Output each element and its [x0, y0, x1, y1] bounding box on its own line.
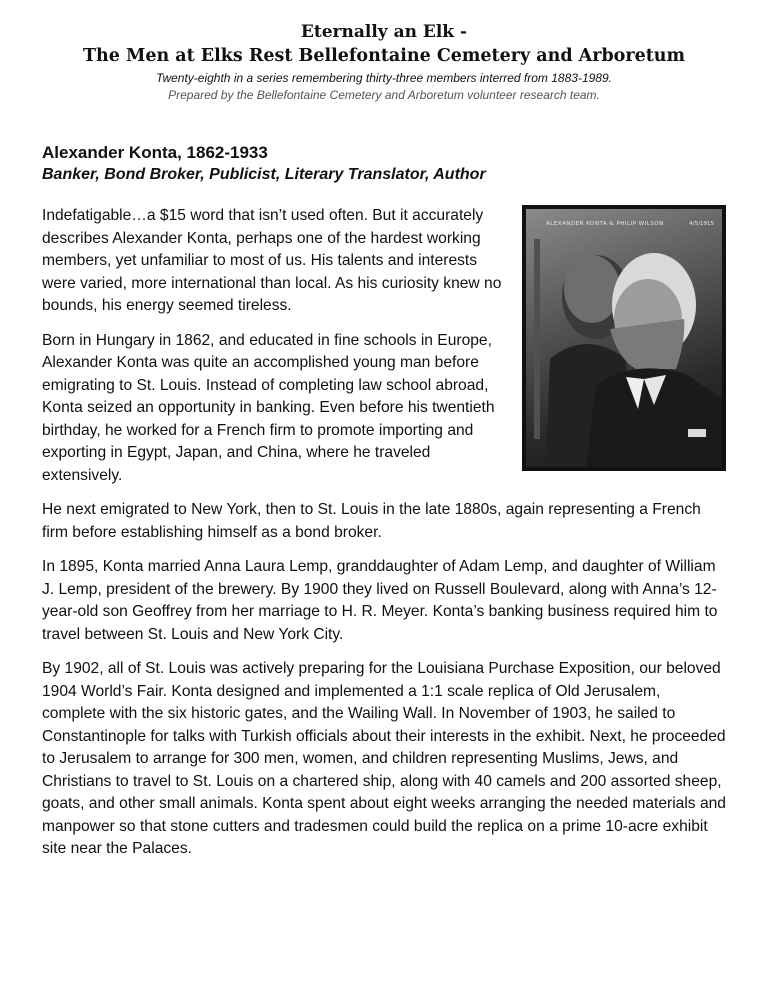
- portrait-photo: [522, 205, 726, 471]
- page-header: [40, 20, 728, 104]
- subject-roles: Banker, Bond Broker, Publicist, Literary Translator, Author: [42, 166, 486, 183]
- paragraph-5: By 1902, all of St. Louis was actively preparing for the Louisiana Purchase Exposition, our beloved 1904 World’s Fair. Konta designed and implemented a 1:1 scale replica of Old Jerusalem, complete with the six historic gates, and the Wailing Wall. In November of 1903, he sailed to Constantinople for talks with Turkish officials about their interests in the exhibit. Next, he proceeded to Jerusalem to arrange for 300 men, women, and children representing Muslims, Jews, and Christians to travel to St. Louis on a chartered ship, along with 40 camels and 200 assorted sheep, goats, and other small animals. Konta spent about eight weeks arranging the needed materials and manpower so that stone cutters and tradesmen could build the replica on a prime 10-acre exhibit site near the Palaces.: [42, 660, 726, 857]
- paragraph-1: Indefatigable…a $15 word that isn’t used often. But it accurately describes Alexander Konta, perhaps one of the hardest working members, yet unfamiliar to most of us. His talents and interests were varied, more international than local. As his curiosity knew no bounds, his energy seemed tireless.: [42, 207, 502, 314]
- title-line-1: Eternally an Elk -: [300, 22, 468, 42]
- paragraph-2: Born in Hungary in 1862, and educated in fine schools in Europe, Alexander Konta was quite an accomplished young man before emigrating to St. Louis. Instead of completing law school abroad, Konta seized an opportunity in banking. Even before his twentieth birthday, he worked for a French firm to promote importing and exporting in Egypt, Japan, and China, where he traveled extensively.: [42, 331, 495, 484]
- photo-caption-number: 4/5/1915: [689, 221, 714, 227]
- title-line-2: The Men at Elks Rest Bellefontaine Cemetery and Arboretum: [82, 46, 686, 66]
- subject-name: Alexander Konta, 1862-1933: [42, 143, 268, 162]
- prepared-by-note: Prepared by the Bellefontaine Cemetery and Arboretum volunteer research team.: [168, 88, 600, 102]
- paragraph-3: He next emigrated to New York, then to St. Louis in the late 1880s, again representing a French firm before establishing himself as a bond broker.: [42, 501, 701, 541]
- series-note: Twenty-eighth in a series remembering thirty-three members interred from 1883-1989.: [156, 71, 612, 85]
- paragraph-4: In 1895, Konta married Anna Laura Lemp, granddaughter of Adam Lemp, and daughter of William J. Lemp, president of the brewery. By 1900 they lived on Russell Boulevard, along with Anna’s 12-year-old son Geoffrey from her marriage to H. R. Meyer. Konta’s banking business required him to travel between St. Louis and New York City.: [42, 558, 718, 643]
- article-body: [42, 205, 726, 873]
- photo-caption: ALEXANDER KONTA & PHILIP WILSON: [546, 221, 664, 227]
- portrait-illustration: [526, 209, 722, 467]
